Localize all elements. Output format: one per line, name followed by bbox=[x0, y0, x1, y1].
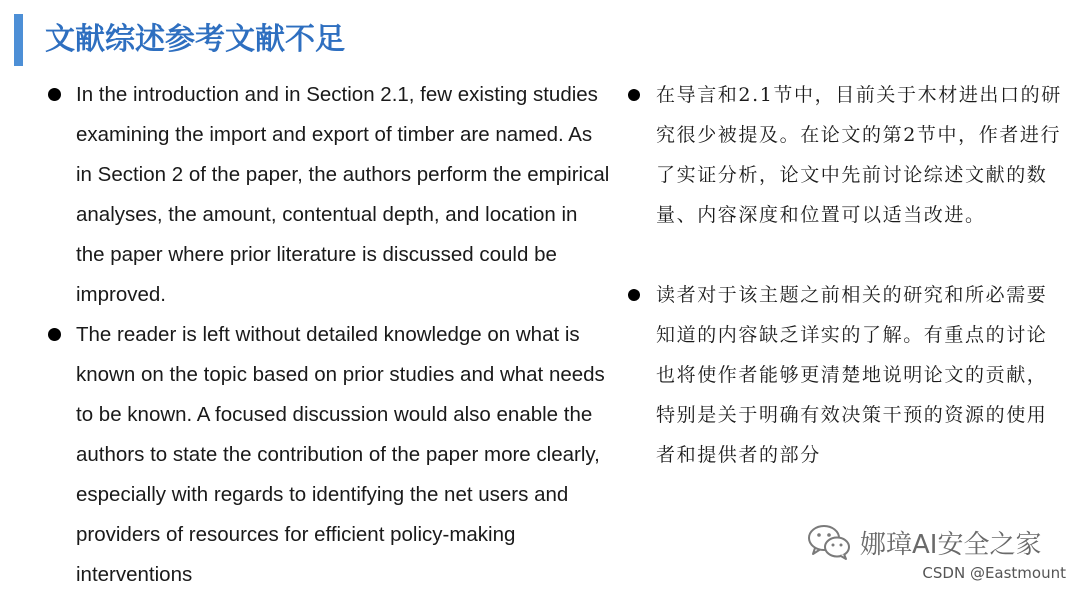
bullet-icon bbox=[48, 328, 61, 341]
wechat-watermark bbox=[806, 520, 1041, 564]
wechat-icon bbox=[806, 522, 852, 562]
bullet-icon bbox=[628, 89, 640, 101]
english-bullet-item bbox=[40, 75, 610, 315]
slide-title: 文献综述参考文献不足 bbox=[45, 22, 345, 57]
watermark-name: 娜璋AI安全之家 bbox=[860, 529, 1042, 560]
bullet-icon bbox=[48, 88, 61, 101]
chinese-bullet-item bbox=[622, 275, 1062, 475]
chinese-bullet-text: 在导言和2.1节中，目前关于木材进出口的研究很少被提及。在论文的第2节中，作者进行了实证分析，论文中先前讨论综述文献的数量、内容深度和位置可以适当改进。 bbox=[656, 84, 1062, 226]
english-bullet-item bbox=[40, 315, 610, 591]
chinese-bullet-item bbox=[622, 75, 1062, 235]
chinese-bullet-list bbox=[622, 75, 1062, 475]
csdn-credit: CSDN @Eastmount bbox=[922, 564, 1066, 582]
bullet-icon bbox=[628, 289, 640, 301]
english-bullet-text: The reader is left without detailed knowledge on what is known on the topic based on prior studies and what needs to be known. A focused discussion would also enable the authors to state the contribution of the paper more clearly, especially with regards to identifying the net users and providers of resources for efficient policy-making interventions bbox=[76, 323, 605, 586]
chinese-bullet-text: 读者对于该主题之前相关的研究和所必需要知道的内容缺乏详实的了解。有重点的讨论也将使作者能够更清楚地说明论文的贡献，特别是关于明确有效决策干预的资源的使用者和提供者的部分 bbox=[656, 284, 1048, 466]
english-bullet-list bbox=[40, 75, 610, 591]
title-accent-bar bbox=[14, 14, 23, 66]
english-bullet-text: In the introduction and in Section 2.1, few existing studies examining the import and export of timber are named. As in Section 2 of the paper, the authors perform the empirical analyses, the amount, contentual depth, and location in the paper where prior literature is discussed could be improved. bbox=[76, 83, 610, 306]
